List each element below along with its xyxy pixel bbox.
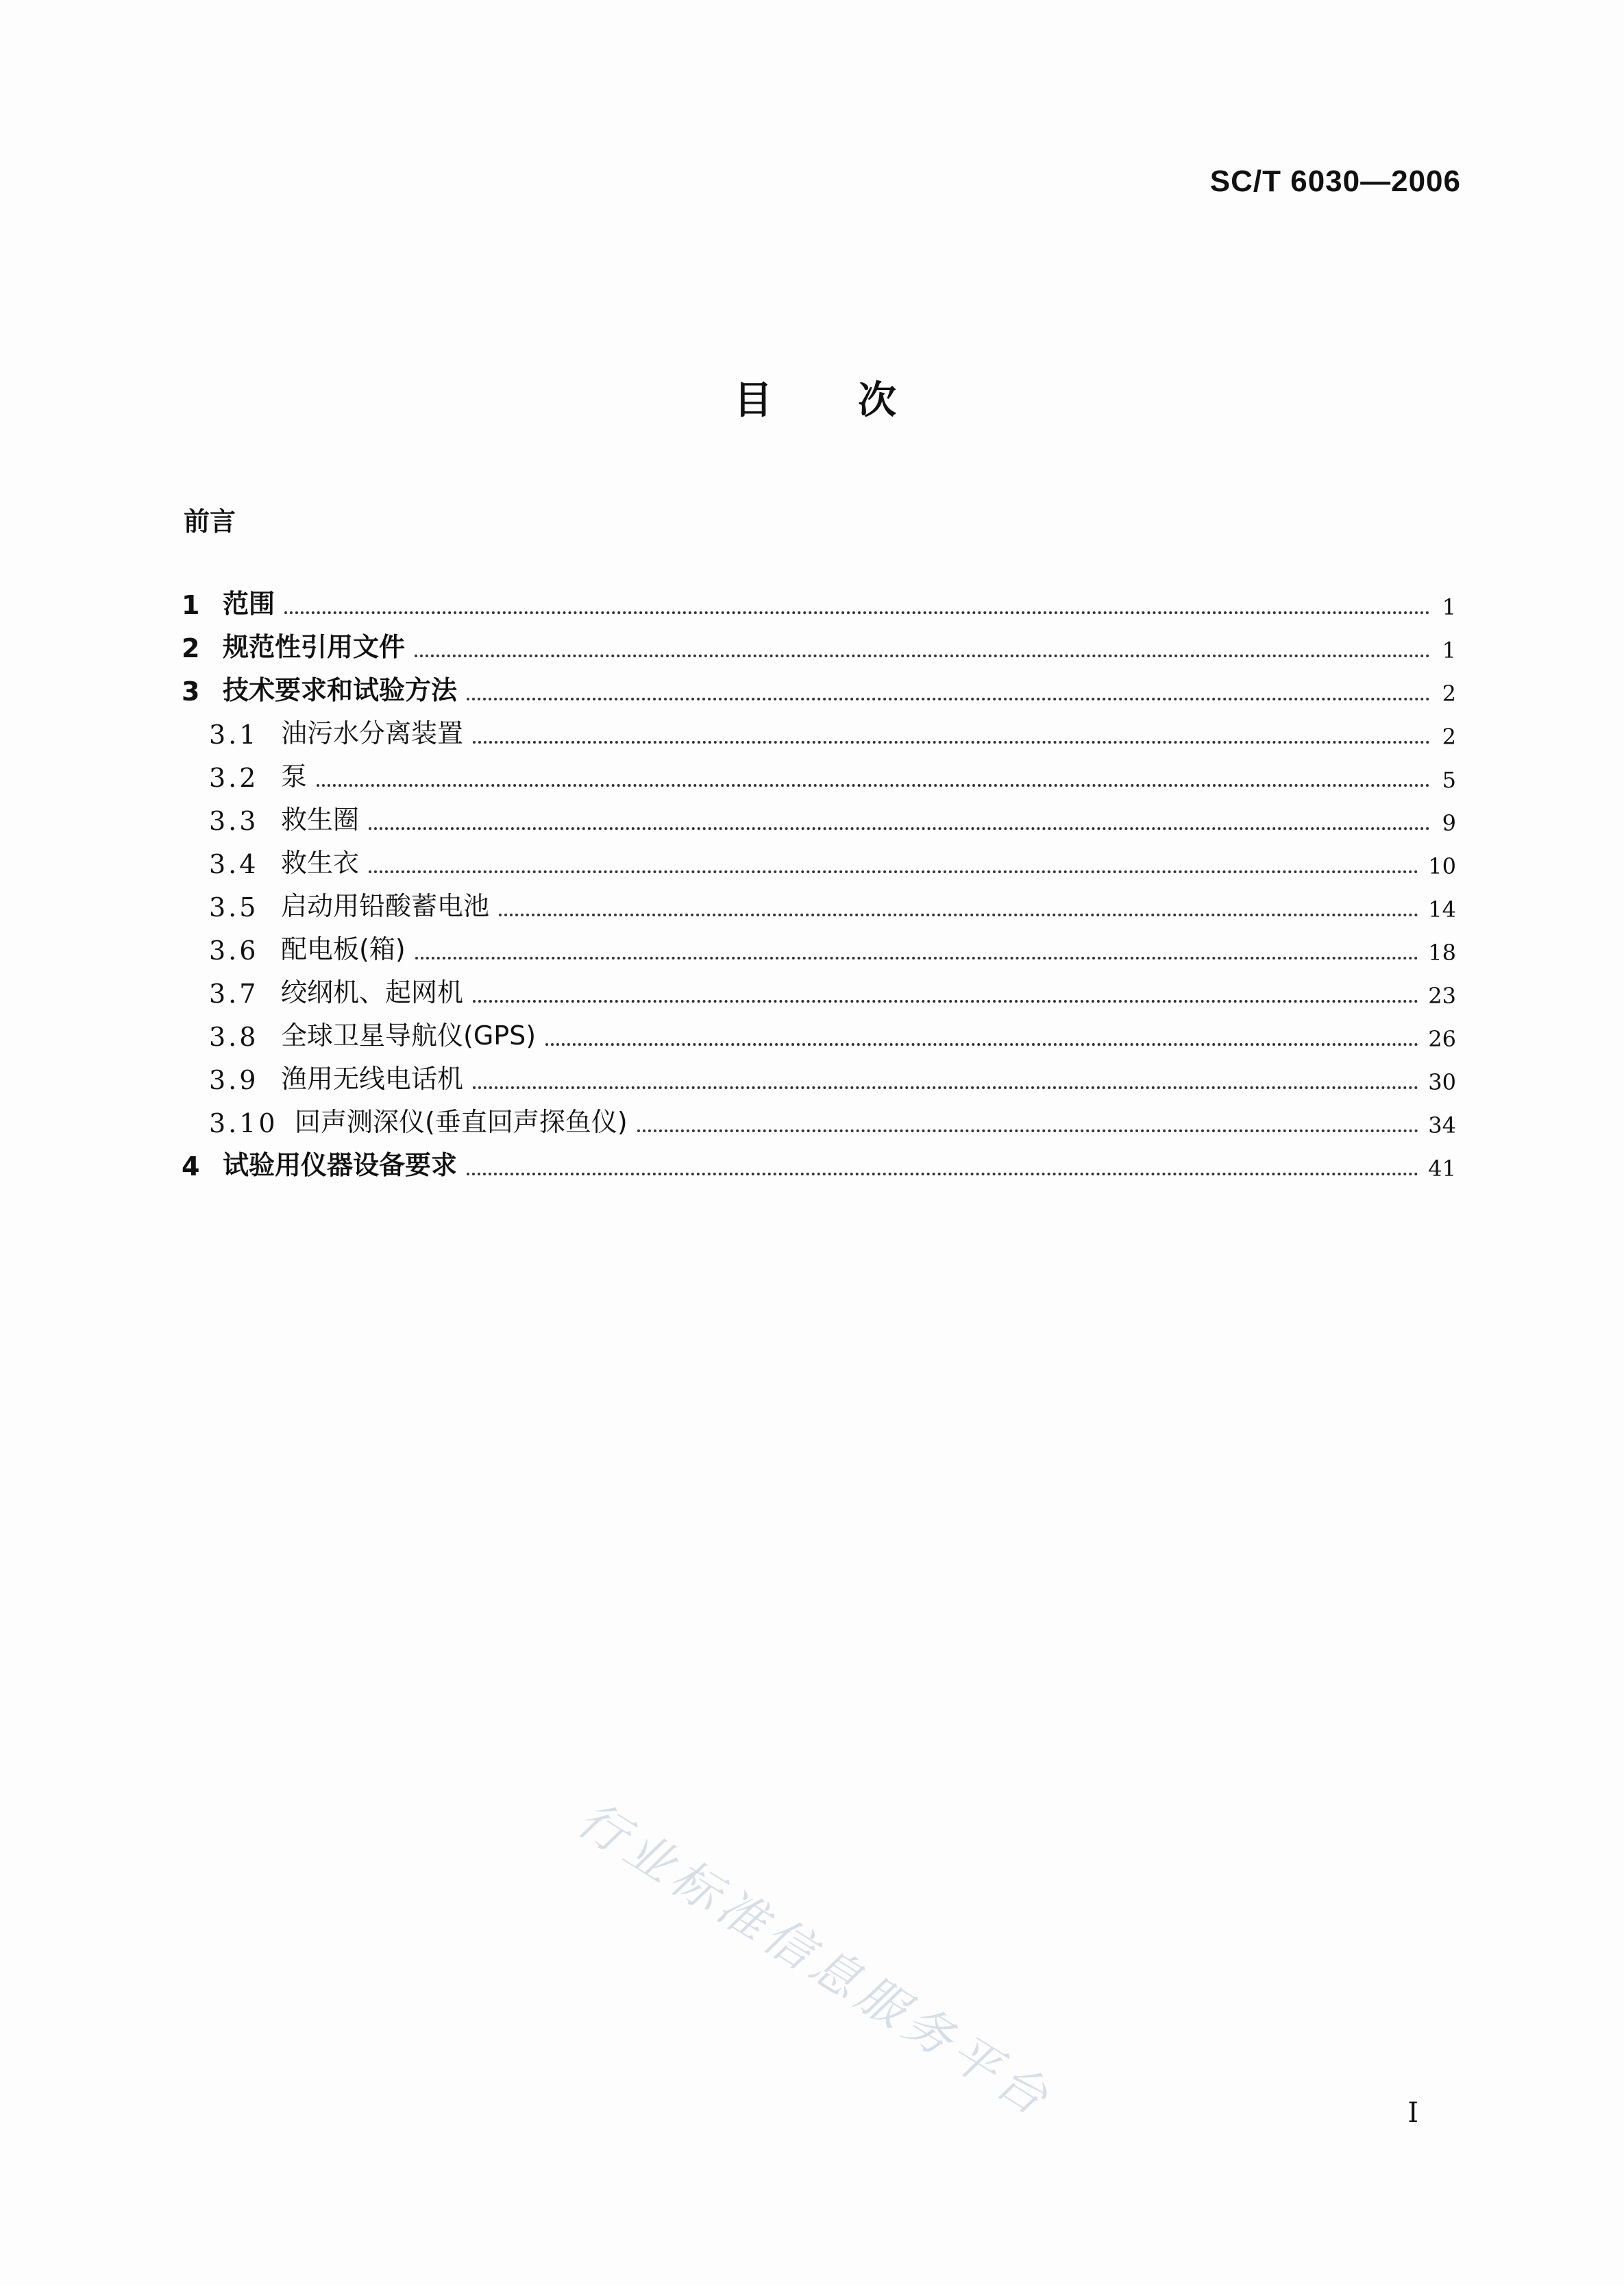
toc-leader-dots [415,957,1419,960]
toc-leader-dots [369,827,1430,830]
toc-leader-dots [415,655,1430,657]
toc-entry-title: 规范性引用文件 [223,632,406,662]
toc-leader-dots [473,1000,1418,1003]
toc-entry-title: 启动用铅酸蓄电池 [281,891,490,921]
toc-entry-page: 41 [1428,1156,1456,1182]
standard-code: SC/T 6030—2006 [1209,164,1461,198]
toc-entry-number: 3.1 [209,720,259,750]
toc-leader-dots [317,784,1430,787]
toc-entry-page: 10 [1428,853,1456,879]
toc-entry-number: 3.4 [209,849,259,879]
toc-leader-dots [467,698,1430,700]
toc-entry-number: 3.8 [209,1022,259,1052]
toc-entry-title: 泵 [281,761,308,792]
toc-entry-number: 3 [182,676,200,707]
toc-entry-number: 4 [182,1151,200,1182]
page-number: I [1407,2097,1418,2129]
toc-entry-page: 30 [1428,1069,1456,1095]
toc-entry-number: 2 [182,633,200,663]
toc-entry-page: 1 [1442,637,1456,663]
toc-entry-page: 2 [1442,724,1456,750]
toc-entry-number: 3.3 [209,806,259,836]
toc-entry-3-2 [209,759,1456,793]
toc-entry-number: 3.10 [209,1108,278,1138]
toc-entry-title: 回声测深仪(垂直回声探鱼仪) [295,1107,628,1137]
toc-entry-page: 23 [1428,983,1456,1009]
toc-entry-3-9 [209,1061,1456,1095]
toc-leader-dots [637,1129,1419,1132]
toc-entry-page: 14 [1428,896,1456,922]
toc-entry-3 [182,672,1456,707]
toc-entry-1 [182,586,1456,620]
toc-entry-number: 3.7 [209,979,259,1009]
toc-entry-title: 油污水分离装置 [281,718,464,748]
toc-leader-dots [473,1086,1418,1089]
toc-entry-page: 2 [1442,681,1456,707]
toc-leader-dots [369,870,1418,873]
toc-entry-4 [182,1147,1456,1182]
toc-leader-dots [284,611,1430,614]
toc-entry-3-10 [209,1104,1456,1138]
toc-leader-dots [499,914,1418,916]
toc-entry-title: 渔用无线电话机 [281,1064,464,1094]
toc-title [734,370,896,425]
toc-entry-number: 3.6 [209,936,259,966]
toc-entry-title: 试验用仪器设备要求 [223,1150,458,1180]
toc-entry-title: 技术要求和试验方法 [223,675,458,705]
toc-entry-3-3 [209,802,1456,836]
toc-preface: 前言 [184,506,236,537]
toc-entry-page: 9 [1442,810,1456,836]
toc-leader-dots [473,741,1430,744]
toc-entry-3-5 [209,888,1456,922]
toc-entry-title: 配电板(箱) [281,934,406,964]
toc-entry-number: 3.9 [209,1065,259,1095]
toc-entry-title: 绞纲机、起网机 [281,977,464,1007]
toc-entry-page: 1 [1442,594,1456,620]
toc-title-char-1: 目 [734,378,772,423]
toc-entry-page: 34 [1428,1112,1456,1138]
toc-entry-title: 范围 [223,589,275,619]
toc-entry-page: 5 [1442,767,1456,793]
toc-entry-page: 26 [1428,1026,1456,1052]
toc-entry-3-7 [209,975,1456,1009]
watermark-text: 行业标准信息服务平台 [567,1790,1063,2129]
toc-leader-dots [545,1043,1418,1046]
toc-entry-3-1 [209,716,1456,750]
toc-entry-title: 救生衣 [281,848,360,878]
toc-entry-number: 1 [182,590,200,620]
toc-title-char-2: 次 [858,378,896,423]
toc-entry-number: 3.5 [209,892,259,922]
toc-entry-3-8 [209,1018,1456,1052]
toc-entry-page: 18 [1428,940,1456,966]
toc-entry-number: 3.2 [209,763,259,793]
toc-entry-title: 救生圈 [281,805,360,835]
toc-entry-3-4 [209,845,1456,879]
toc-leader-dots [467,1173,1418,1175]
toc-entry-2 [182,629,1456,663]
toc-entry-title: 全球卫星导航仪(GPS) [281,1021,537,1051]
toc-entry-3-6 [209,931,1456,966]
